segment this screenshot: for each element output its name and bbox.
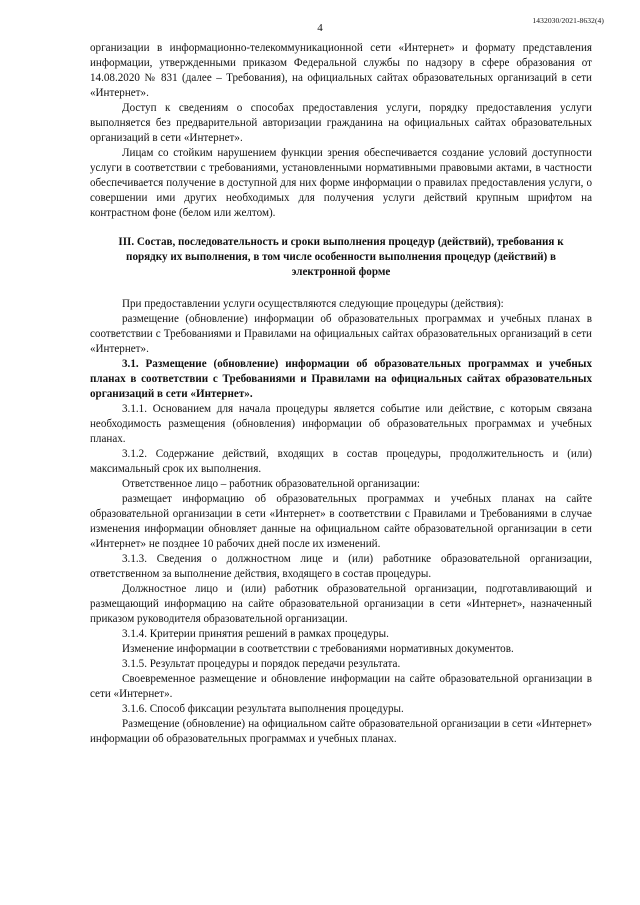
section-heading: III. Состав, последовательность и сроки выполнения процедур (действий), требования к порядку их выполнения, в том числе особенности выполнения процедур (действий) в электронной форме — [118, 236, 564, 278]
paragraph: Изменение информации в соответствии с требованиями нормативных документов. — [122, 643, 514, 655]
paragraph: 3.1.2. Содержание действий, входящих в состав процедуры, продолжительность и (или) максимальный срок их выполнения. — [90, 448, 592, 475]
paragraph: размещает информацию об образовательных программах и учебных планах на сайте образовательной организации в сети «Интернет» в соответствии с Правилами и Требованиями в случае изменения информации обновляет данные на официальном сайте образовательной организации в сети «Интернет» не позднее 10 рабочих дней после их изменений. — [90, 493, 592, 550]
paragraph: 3.1.3. Сведения о должностном лице и (или) работнике образовательной организации, ответственном за выполнение действия, входящего в состав процедуры. — [90, 553, 592, 580]
paragraph: Должностное лицо и (или) работник образовательной организации, подготавливающий и размещающий информацию на сайте образовательной организации в сети «Интернет», назначенный приказом руководителя образовательной организации. — [90, 583, 592, 625]
subsection-heading: 3.1. Размещение (обновление) информации об образовательных программах и учебных планах в соответствии с Требованиями и Правилами на официальных сайтах образовательных организаций в сети «Интернет». — [90, 358, 592, 400]
paragraph: размещение (обновление) информации об образовательных программах и учебных планах в соответствии с Требованиями и Правилами на официальных сайтах образовательных организаций в сети «Интернет». — [90, 313, 592, 355]
paragraph: 3.1.1. Основанием для начала процедуры является событие или действие, с которым связана необходимость размещения (обновления) информации об образовательных программах и учебных планах. — [90, 403, 592, 445]
paragraph: 3.1.4. Критерии принятия решений в рамках процедуры. — [122, 628, 389, 640]
paragraph: Ответственное лицо – работник образовательной организации: — [122, 478, 420, 490]
paragraph: При предоставлении услуги осуществляются следующие процедуры (действия): — [122, 298, 504, 310]
paragraph: Лицам со стойким нарушением функции зрения обеспечивается создание условий доступности услуги в соответствии с требованиями, установленными нормативными правовыми актами, в частности обеспечивается получение в доступной для них форме информации о правилах предоставления услуги, о совершении ими других необходимых для получения услуги действий крупным шрифтом на контрастном фоне (белом или желтом). — [90, 147, 592, 219]
document-body — [90, 41, 592, 747]
paragraph: Своевременное размещение и обновление информации на сайте образовательной организации в сети «Интернет». — [90, 673, 592, 700]
paragraph: 3.1.5. Результат процедуры и порядок передачи результата. — [122, 658, 401, 670]
section-heading-block — [90, 235, 592, 280]
paragraph: Размещение (обновление) на официальном сайте образовательной организации в сети «Интернет» информации об образовательных программах и учебных планах. — [90, 718, 592, 745]
page-number: 4 — [317, 22, 323, 34]
document-number: 1432030/2021-8632(4) — [532, 16, 604, 25]
paragraph: Доступ к сведениям о способах предоставления услуги, порядку предоставления услуги выполняется без предварительной авторизации гражданина на официальных сайтах образовательных организаций в сети «Интернет». — [90, 102, 592, 144]
paragraph: 3.1.6. Способ фиксации результата выполнения процедуры. — [122, 703, 404, 715]
paragraph: организации в информационно-телекоммуникационной сети «Интернет» и формату представления информации, утвержденными приказом Федеральной службы по надзору в сфере образования от 14.08.2020 № 831 (далее – Требования), на официальных сайтах образовательных организаций в сети «Интернет». — [90, 42, 592, 99]
